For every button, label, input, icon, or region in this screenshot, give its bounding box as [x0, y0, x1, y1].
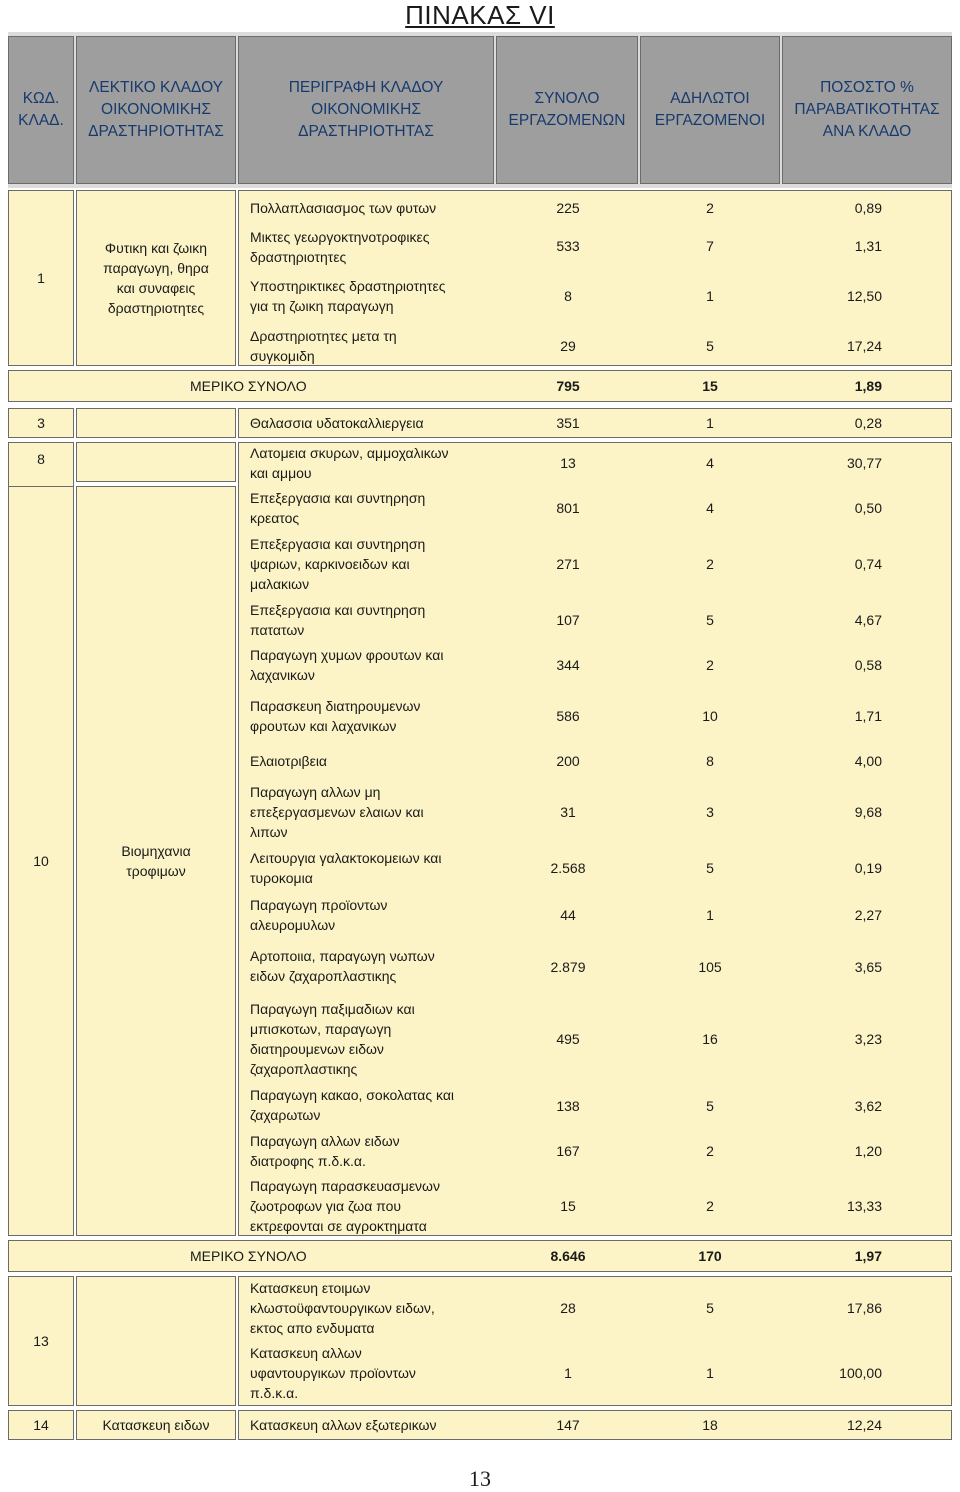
row-total: 200 [556, 753, 580, 769]
row-total: 801 [556, 500, 580, 516]
row-total: 586 [556, 708, 580, 724]
row-desc: Επεξεργασια και συντηρηση κρεατος [250, 490, 426, 526]
header-undeclared: ΑΔΗΛΩΤΟΙ ΕΡΓΑΖΟΜΕΝΟΙ [640, 36, 780, 184]
row-total: 495 [556, 1031, 580, 1047]
page-number: 13 [469, 1466, 491, 1491]
row-desc: Ελαιοτριβεια [250, 753, 328, 769]
header-sector-text: ΛΕΚΤΙΚΟ ΚΛΑΔΟΥ ΟΙΚΟΝΟΜΙΚΗΣ ΔΡΑΣΤΗΡΙΟΤΗΤΑΣ [76, 36, 236, 184]
row-undeclared: 8 [706, 753, 714, 769]
row-undeclared: 5 [706, 338, 714, 354]
row-total: 167 [556, 1143, 580, 1159]
row-desc: Κατασκευη αλλων εξωτερικων [250, 1417, 437, 1433]
row-percent: 17,24 [846, 338, 882, 354]
row-percent: 3,62 [854, 1098, 882, 1114]
row-percent: 3,23 [854, 1031, 882, 1047]
row-desc: Κατασκευη αλλων υφαντουργικων προϊοντων π.δ.κ.α. [250, 1345, 416, 1401]
row-desc: Παραγωγη παρασκευασμενων ζωοτροφων για ζωα που εκτρεφονται σε αγροκτηματα [250, 1178, 440, 1234]
row-total: 107 [556, 612, 580, 628]
row-undeclared: 4 [706, 455, 714, 471]
row-desc: Μικτες γεωργοκτηνοτροφικες δραστηριοτητες [250, 229, 430, 265]
row-percent: 30,77 [846, 455, 882, 471]
row-undeclared: 2 [706, 1198, 714, 1214]
row-undeclared: 7 [706, 238, 714, 254]
row-total: 138 [556, 1098, 580, 1114]
subtotal-undeclared: 15 [702, 378, 718, 394]
row-undeclared: 5 [706, 860, 714, 876]
row-percent: 1,71 [854, 708, 882, 724]
group3-code: 3 [8, 408, 74, 438]
row-undeclared: 3 [706, 804, 714, 820]
row-percent: 12,24 [846, 1417, 882, 1433]
row-desc: Παρασκευη διατηρουμενων φρουτων και λαχανικων [250, 698, 421, 734]
group1-code: 1 [8, 190, 74, 366]
group14-code: 14 [8, 1410, 74, 1440]
row-total: 13 [560, 455, 576, 471]
row-undeclared: 5 [706, 1300, 714, 1316]
group14-name: Κατασκευη ειδων [76, 1410, 236, 1440]
group10-code: 10 [8, 486, 74, 1236]
row-undeclared: 16 [702, 1031, 718, 1047]
row-undeclared: 105 [698, 959, 722, 975]
row-percent: 17,86 [846, 1300, 882, 1316]
row-undeclared: 1 [706, 907, 714, 923]
group10-name: Βιομηχανια τροφιμων [76, 486, 236, 1236]
row-desc: Υποστηρικτικες δραστηριοτητες για τη ζωικη παραγωγη [250, 278, 446, 314]
row-undeclared: 2 [706, 1143, 714, 1159]
subtotal-total: 8.646 [550, 1248, 586, 1264]
row-total: 344 [556, 657, 580, 673]
row-desc: Κατασκευη ετοιμων κλωστοϋφαντουργικων ειδων, εκτος απο ενδυματα [250, 1280, 435, 1336]
row-undeclared: 2 [706, 200, 714, 216]
header-code: ΚΩΔ. ΚΛΑΔ. [8, 36, 74, 184]
row-undeclared: 4 [706, 500, 714, 516]
row-percent: 0,74 [854, 556, 882, 572]
group3-name [76, 408, 236, 438]
row-percent: 3,65 [854, 959, 882, 975]
row-desc: Αρτοποιια, παραγωγη νωπων ειδων ζαχαροπλαστικης [250, 948, 435, 984]
row-total: 2.879 [550, 959, 586, 975]
row-percent: 12,50 [846, 288, 882, 304]
row-desc: Θαλασσια υδατοκαλλιεργεια [250, 415, 424, 431]
row-desc: Παραγωγη αλλων ειδων διατροφης π.δ.κ.α. [250, 1133, 400, 1169]
row-desc: Δραστηριοτητες μετα τη συγκομιδη [250, 328, 397, 364]
group8-name [76, 442, 236, 482]
row-percent: 0,50 [854, 500, 882, 516]
row-total: 28 [560, 1300, 576, 1316]
row-desc: Λατομεια σκυρων, αμμοχαλικων και αμμου [250, 445, 449, 481]
row-undeclared: 1 [706, 415, 714, 431]
row-desc: Επεξεργασια και συντηρηση ψαριων, καρκινοειδων και μαλακιων [250, 536, 426, 592]
row-undeclared: 18 [702, 1417, 718, 1433]
row-total: 533 [556, 238, 580, 254]
row-undeclared: 2 [706, 556, 714, 572]
row-undeclared: 1 [706, 1365, 714, 1381]
row-total: 8 [564, 288, 572, 304]
row-undeclared: 5 [706, 612, 714, 628]
row-desc: Παραγωγη προϊοντων αλευρομυλων [250, 897, 388, 933]
row-percent: 0,58 [854, 657, 882, 673]
row-percent: 2,27 [854, 907, 882, 923]
page-title: ΠΙΝΑΚΑΣ VI [405, 0, 555, 30]
header-sector-desc: ΠΕΡΙΓΡΑΦΗ ΚΛΑΔΟΥ ΟΙΚΟΝΟΜΙΚΗΣ ΔΡΑΣΤΗΡΙΟΤΗΤΑΣ [238, 36, 494, 184]
row-percent: 100,00 [839, 1365, 882, 1381]
row-percent: 1,20 [854, 1143, 882, 1159]
subtotal-label: ΜΕΡΙΚΟ ΣΥΝΟΛΟ [190, 378, 307, 394]
group13-name [76, 1276, 236, 1406]
row-undeclared: 10 [702, 708, 718, 724]
row-percent: 4,00 [854, 753, 882, 769]
row-desc: Λειτουργια γαλακτοκομειων και τυροκομια [250, 850, 442, 886]
row-percent: 1,31 [854, 238, 882, 254]
row-percent: 4,67 [854, 612, 882, 628]
row-total: 2.568 [550, 860, 586, 876]
row-desc: Παραγωγη χυμων φρουτων και λαχανικων [250, 647, 444, 683]
subtotal-total: 795 [556, 378, 580, 394]
row-desc: Επεξεργασια και συντηρηση πατατων [250, 602, 426, 638]
row-percent: 13,33 [846, 1198, 882, 1214]
header-total-employees: ΣΥΝΟΛΟ ΕΡΓΑΖΟΜΕΝΩΝ [496, 36, 638, 184]
row-undeclared: 5 [706, 1098, 714, 1114]
row-total: 147 [556, 1417, 580, 1433]
row-percent: 9,68 [854, 804, 882, 820]
group13-code: 13 [8, 1276, 74, 1406]
row-desc: Παραγωγη παξιμαδιων και μπισκοτων, παραγωγη διατηρουμενων ειδων ζαχαροπλαστικης [250, 1001, 415, 1077]
subtotal-percent: 1,89 [854, 378, 882, 394]
header-percent: ΠΟΣΟΣΤΟ % ΠΑΡΑΒΑΤΙΚΟΤΗΤΑΣ ΑΝΑ ΚΛΑΔΟ [782, 36, 952, 184]
subtotal-percent: 1,97 [854, 1248, 882, 1264]
row-total: 15 [560, 1198, 576, 1214]
row-percent: 0,28 [854, 415, 882, 431]
row-total: 31 [560, 804, 576, 820]
row-total: 225 [556, 200, 580, 216]
row-desc: Παραγωγη κακαο, σοκολατας και ζαχαρωτων [250, 1087, 455, 1123]
row-percent: 0,89 [854, 200, 882, 216]
subtotal-undeclared: 170 [698, 1248, 722, 1264]
row-desc: Πολλαπλασιασμος των φυτων [250, 200, 437, 216]
subtotal-label: ΜΕΡΙΚΟ ΣΥΝΟΛΟ [190, 1248, 307, 1264]
row-percent: 0,19 [854, 860, 882, 876]
row-total: 1 [564, 1365, 572, 1381]
row-desc: Παραγωγη αλλων μη επεξεργασμενων ελαιων και λιπων [250, 784, 424, 840]
row-total: 271 [556, 556, 580, 572]
row-total: 29 [560, 338, 576, 354]
row-total: 351 [556, 415, 580, 431]
row-undeclared: 1 [706, 288, 714, 304]
group1-name: Φυτικη και ζωικη παραγωγη, θηρα και συναφεις δραστηριοτητες [76, 190, 236, 366]
group8-code: 8 [8, 442, 74, 1236]
row-undeclared: 2 [706, 657, 714, 673]
row-total: 44 [560, 907, 576, 923]
